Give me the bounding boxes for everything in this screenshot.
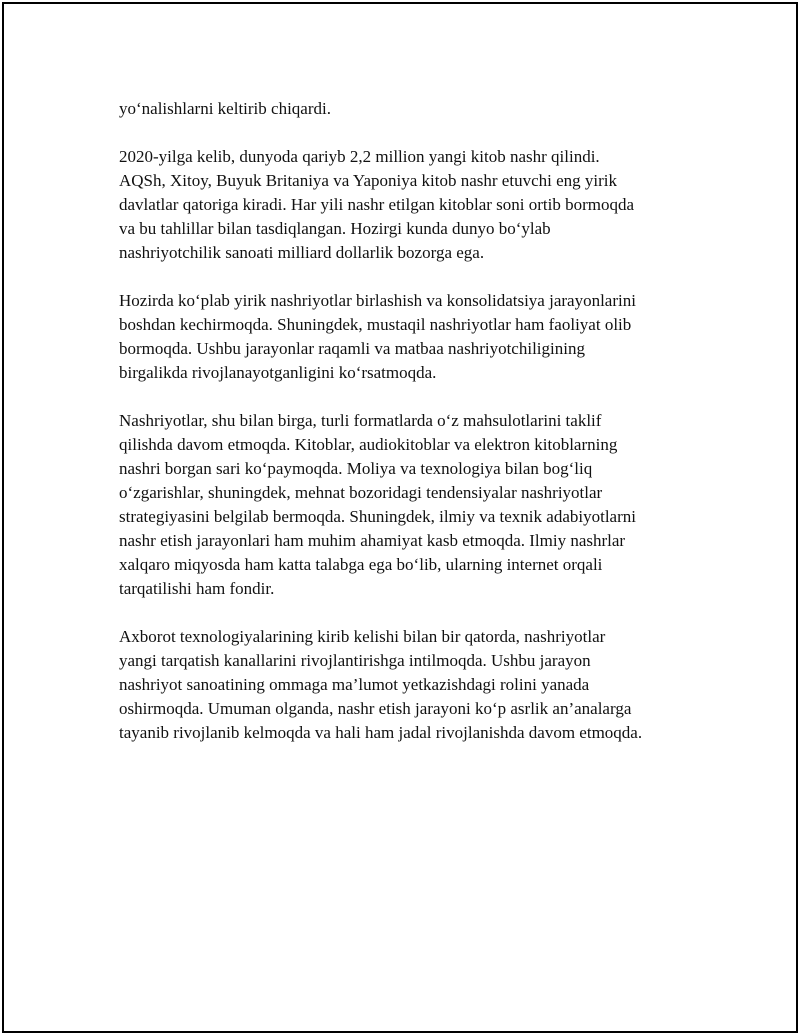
paragraph: Nashriyotlar, shu bilan birga, turli formatlarda o‘z mahsulotlarini taklif qilishda davom etmoqda. Kitoblar, audiokitoblar va elektron kitoblarning nashri borgan sari ko‘paymoqda. Moliya va texnologiya bilan bog‘liq o‘zgarishlar, shuningdek, mehnat bozoridagi tendensiyalar nashriyotlar strategiyasini belgilab bermoqda. Shuningdek, ilmiy va texnik adabiyotlarni nashr etish jarayonlari ham muhim ahamiyat kasb etmoqda. Ilmiy nashrlar xalqaro miqyosda ham katta talabga ega bo‘lib, ularning internet orqali tarqatilishi ham fondir. bbox=[119, 411, 636, 598]
document-page bbox=[2, 2, 798, 1033]
paragraph: Axborot texnologiyalarining kirib kelishi bilan bir qatorda, nashriyotlar yangi tarqatish kanallarini rivojlantirishga intilmoqda. Ushbu jarayon nashriyot sanoatining ommaga ma’lumot yetkazishdagi rolini yanada oshirmoqda. Umuman olganda, nashr etish jarayoni ko‘p asrlik an’analarga tayanib rivojlanib kelmoqda va hali ham jadal rivojlanishda davom etmoqda. bbox=[119, 627, 643, 742]
paragraph: Hozirda ko‘plab yirik nashriyotlar birlashish va konsolidatsiya jarayonlarini boshdan kechirmoqda. Shuningdek, mustaqil nashriyotlar ham faoliyat olib bormoqda. Ushbu jarayonlar raqamli va matbaa nashriyotchiligining birgalikda rivojlanayotganligini ko‘rsatmoqda. bbox=[119, 291, 636, 382]
paragraph: 2020-yilga kelib, dunyoda qariyb 2,2 million yangi kitob nashr qilindi. AQSh, Xitoy, Buyuk Britaniya va Yaponiya kitob nashr etuvchi eng yirik davlatlar qatoriga kiradi. Har yili nashr etilgan kitoblar soni ortib bormoqda va bu tahlillar bilan tasdiqlangan. Hozirgi kunda dunyo bo‘ylab nashriyotchilik sanoati milliard dollarlik bozorga ega. bbox=[119, 147, 635, 262]
document-body bbox=[119, 97, 689, 769]
paragraph: yo‘nalishlarni keltirib chiqardi. bbox=[119, 99, 331, 118]
